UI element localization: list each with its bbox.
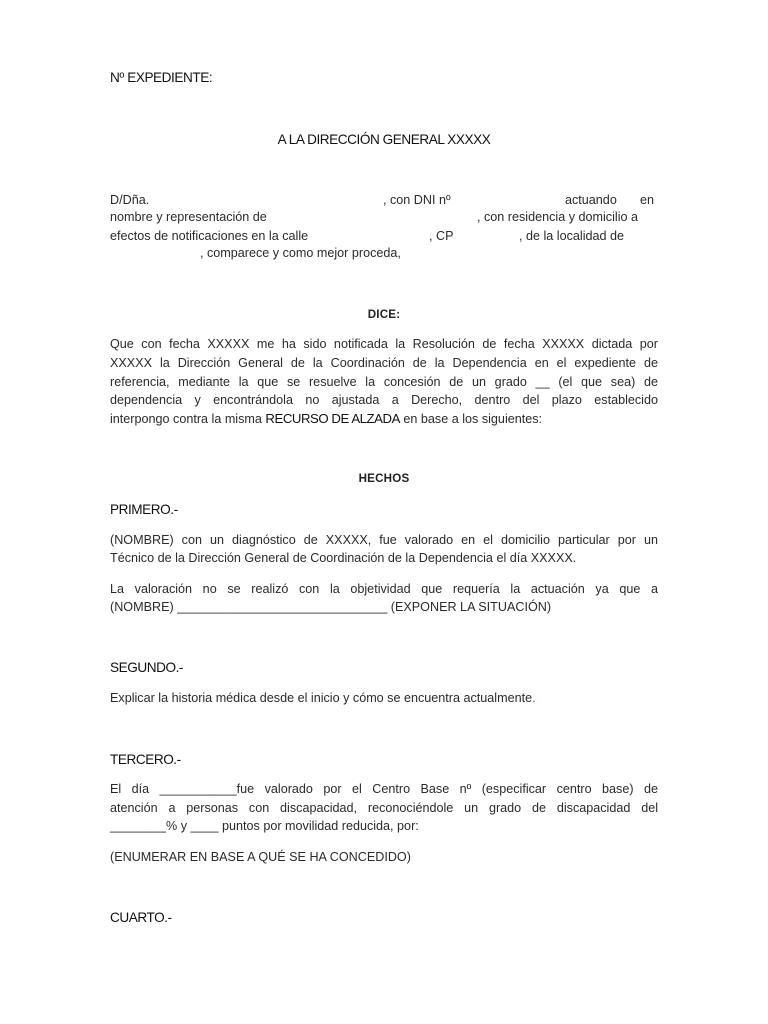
intro-residencia-label: , con residencia y domicilio a — [477, 210, 638, 224]
tercero-heading: TERCERO.- — [110, 752, 181, 767]
cuarto-heading: CUARTO.- — [110, 910, 172, 925]
dice-heading: DICE: — [367, 308, 401, 321]
primero-paragraph-line: La valoración no se realizó con la objetividad que requería la actuación ya que a — [110, 582, 658, 596]
primero-paragraph-line: Técnico de la Dirección General de Coordinación de la Dependencia el día XXXXX. — [110, 551, 577, 565]
tercero-enumerar-line: (ENUMERAR EN BASE A QUÉ SE HA CONCEDIDO) — [110, 850, 411, 864]
primero-paragraph-line: (NOMBRE) con un diagnóstico de XXXXX, fue valorado en el domicilio particular por un — [110, 533, 658, 547]
dice-paragraph-line: referencia, mediante la que se resuelve la concesión de un grado __ (el que sea) de — [110, 375, 658, 389]
intro-actuando-label: actuando — [565, 193, 617, 207]
intro-dni-label: , con DNI nº — [383, 193, 451, 207]
tercero-paragraph-line: ________% y ____ puntos por movilidad reducida, por: — [110, 819, 419, 833]
tercero-paragraph-line: El día ___________fue valorado por el Centro Base nº (especificar centro base) de — [110, 782, 658, 796]
intro-calle-label: efectos de notificaciones en la calle — [110, 229, 309, 243]
dice-paragraph-last-line — [110, 411, 542, 426]
dice-base-text: en base a los siguientes: — [403, 412, 543, 426]
dice-paragraph-line: dependencia y encontrándola no ajustada a Derecho, dentro del plazo establecido — [110, 393, 658, 407]
dice-paragraph-line: Que con fecha XXXXX me ha sido notificada la Resolución de fecha XXXXX dictada por — [110, 337, 658, 351]
primero-paragraph-line: (NOMBRE) ______________________________ (EXPONER LA SITUACIÓN) — [110, 600, 552, 614]
hechos-heading: HECHOS — [358, 472, 410, 485]
intro-en-label: en — [640, 193, 655, 207]
dice-interpongo-text: interpongo contra la misma — [110, 412, 262, 426]
intro-cp-label: , CP — [429, 229, 454, 243]
intro-name-label: D/Dña. — [110, 193, 150, 207]
tercero-paragraph-line: atención a personas con discapacidad, reconociéndole un grado de discapacidad del — [110, 801, 658, 815]
segundo-text: Explicar la historia médica desde el inicio y cómo se encuentra actualmente — [110, 691, 533, 705]
expediente-label: Nº EXPEDIENTE: — [110, 70, 213, 85]
segundo-heading: SEGUNDO.- — [110, 660, 183, 675]
intro-localidad-label: , de la localidad de — [519, 229, 625, 243]
intro-representacion-label: nombre y representación de — [110, 210, 267, 224]
intro-comparece-text: , comparece y como mejor proceda, — [200, 246, 401, 260]
addressee-title: A LA DIRECCIÓN GENERAL XXXXX — [277, 132, 491, 147]
segundo-paragraph — [110, 691, 536, 705]
dice-paragraph-line: XXXXX la Dirección General de la Coordinación de la Dependencia en el expediente de — [110, 356, 658, 370]
recurso-de-alzada-text: RECURSO DE ALZADA — [265, 411, 400, 426]
primero-heading: PRIMERO.- — [110, 502, 178, 517]
segundo-text-end: . — [532, 691, 536, 705]
